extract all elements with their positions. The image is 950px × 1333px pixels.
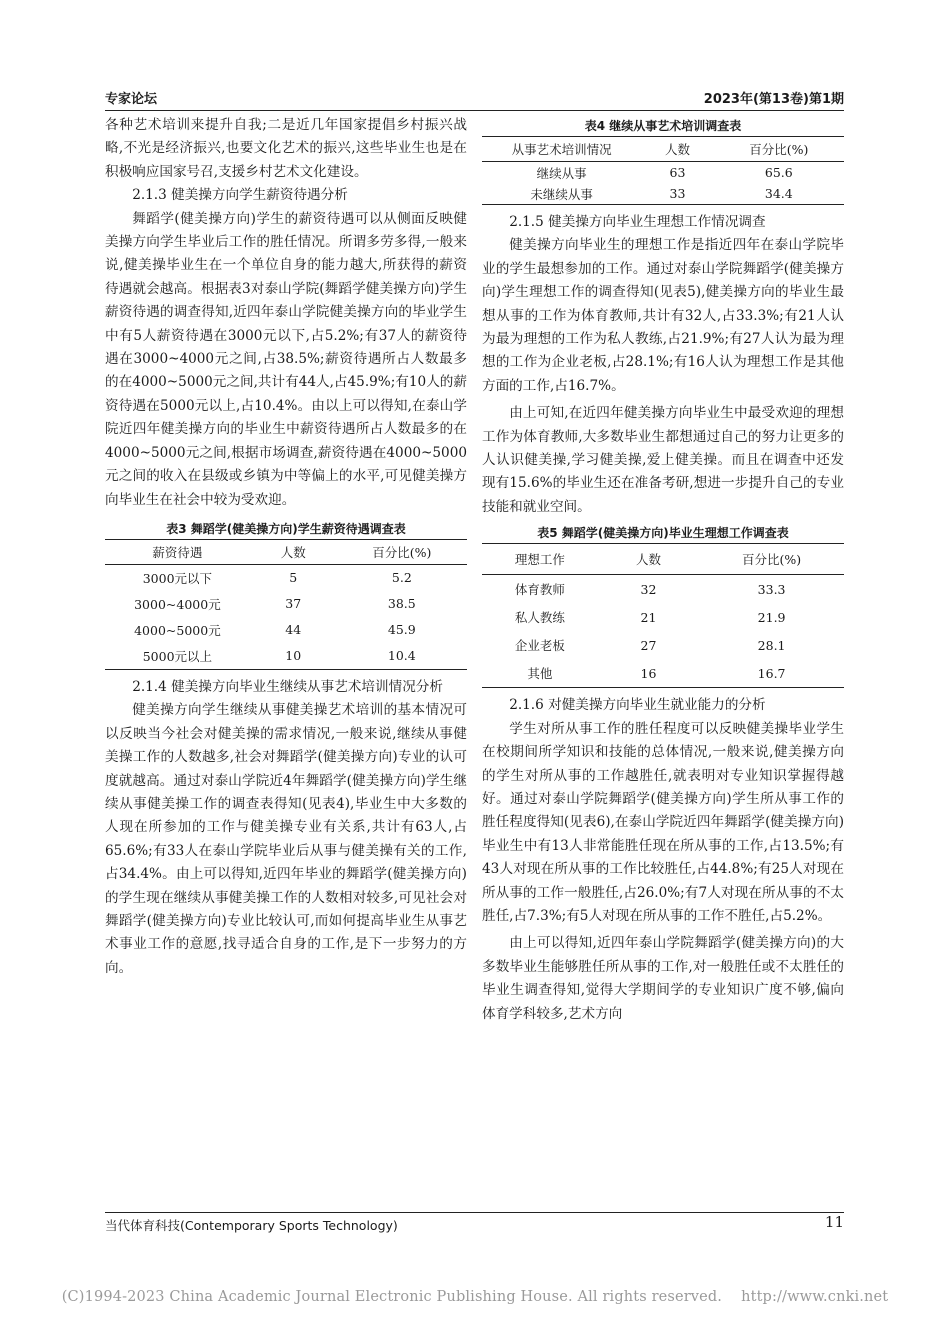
table-cell: 继续从事 bbox=[536, 165, 587, 181]
section-heading-2-1-5: 2.1.5 健美操方向毕业生理想工作情况调查 bbox=[509, 214, 766, 230]
table-row bbox=[482, 659, 844, 688]
table-header: 人数 bbox=[641, 137, 713, 162]
table-header: 百分比(%) bbox=[714, 137, 844, 162]
paragraph: 健美操方向毕业生的理想工作是指近四年在泰山学院毕业的学生最想参加的工作。通过对泰山学院舞蹈学(健美操方向)学生理想工作的调查得知(见表5),健美操方向的毕业生最想从事的工作为体育教师,共计有32人,占33.3%;有21人认为最为理想的工作为私人教练,占21.9%;有27人认为最为理想的工作为企业老板,占28.1%;有16人认为理想工作是其他方面的工作,占16.7%。 bbox=[482, 237, 844, 394]
table-cell: 其他 bbox=[527, 666, 553, 682]
table-header: 百分比(%) bbox=[337, 539, 467, 564]
table-row bbox=[105, 591, 467, 617]
table-cell: 企业老板 bbox=[514, 638, 565, 654]
table-cell: 28.1 bbox=[757, 637, 786, 653]
section-heading-2-1-4: 2.1.4 健美操方向毕业生继续从事艺术培训情况分析 bbox=[132, 678, 443, 695]
page-number: 11 bbox=[824, 1213, 844, 1231]
table-cell: 16 bbox=[640, 665, 657, 681]
table-cell: 37 bbox=[285, 596, 302, 612]
footer-journal-name: 当代体育科技(Contemporary Sports Technology) bbox=[105, 1218, 398, 1233]
table-cell: 私人教练 bbox=[514, 610, 565, 626]
table-cell: 32 bbox=[640, 581, 657, 597]
footer-rule bbox=[105, 1212, 844, 1213]
running-header-section: 专家论坛 bbox=[105, 92, 158, 107]
table-cell: 38.5 bbox=[387, 596, 416, 612]
table-cell: 16.7 bbox=[757, 665, 786, 681]
right-column bbox=[482, 114, 844, 1026]
table-header: 人数 bbox=[598, 544, 699, 575]
paragraph: 健美操方向学生继续从事健美操艺术培训的基本情况可以反映当今社会对健美操的需求情况,一般来说,继续从事健美操工作的人数越多,社会对舞蹈学(健美操方向)专业的认可度就越高。通过对泰山学院近4年舞蹈学(健美操方向)学生继续从事健美操工作的调查表得知(见表4),毕业生中大多数的人现在所参加的工作与健美操专业有关系,共计有63人,占65.6%;有33人在泰山学院毕业后从事与健美操有关的工作,占34.4%。由上可以得知,近四年毕业的舞蹈学(健美操方向)的学生现在继续从事健美操工作的人数相对较多,可见社会对舞蹈学(健美操方向)专业比较认可,而如何提高毕业生从事艺术事业工作的意愿,找寻适合自身的工作,是下一步努力的方向。 bbox=[105, 702, 467, 976]
section-heading-2-1-6: 2.1.6 对健美操方向毕业生就业能力的分析 bbox=[509, 697, 766, 714]
paragraph: 由上可知,在近四年健美操方向毕业生中最受欢迎的理想工作为体育教师,大多数毕业生都想通过自己的努力让更多的人认识健美操,学习健美操,爱上健美操。而且在调查中还发现有15.6%的毕业生还在准备考研,想进一步提升自己的专业技能和就业空间。 bbox=[482, 405, 844, 515]
paragraph: 舞蹈学(健美操方向)学生的薪资待遇可以从侧面反映健美操方向学生毕业后工作的胜任情况。所谓多劳多得,一般来说,健美操毕业生在一个单位自身的能力越大,所获得的薪资待遇就会越高。根据表3对泰山学院(舞蹈学健美操方向)学生薪资待遇的调查得知,近四年泰山学院健美操方向的毕业学生中有5人薪资待遇在3000元以下,占5.2%;有37人的薪资待遇在3000~4000元之间,占38.5%;薪资待遇所占人数最多的在4000~5000元之间,共计有44人,占45.9%;有10人的薪资待遇在5000元以上,占10.4%。由以上可以得知,在泰山学院近四年健美操方向的毕业生中薪资待遇所占人数最多的在4000~5000元之间,根据市场调查,薪资待遇在4000~5000元之间的收入在县级或乡镇为中等偏上的水平,可见健美操方向毕业生在社会中较为受欢迎。 bbox=[105, 210, 467, 508]
table-row bbox=[105, 564, 467, 591]
table-row bbox=[482, 575, 844, 604]
paragraph: 由上可以得知,近四年泰山学院舞蹈学(健美操方向)的大多数毕业生能够胜任所从事的工作,对一般胜任或不太胜任的毕业生调查得知,觉得大学期间学的专业知识广度不够,偏向体育学科较多,艺术方向 bbox=[482, 935, 844, 1022]
table-cell: 65.6 bbox=[764, 165, 793, 180]
section-heading-2-1-3: 2.1.3 健美操方向学生薪资待遇分析 bbox=[132, 187, 348, 204]
table-header: 理想工作 bbox=[482, 544, 598, 575]
table-header: 百分比(%) bbox=[699, 544, 844, 575]
running-header-issue: 2023年(第13卷)第1期 bbox=[703, 92, 844, 107]
table-row bbox=[105, 617, 467, 643]
paragraph: 学生对所从事工作的胜任程度可以反映健美操毕业学生在校期间所学知识和技能的总体情况,一般来说,健美操方向的学生对所从事的工作越胜任,就表明对专业知识掌握得越好。通过对泰山学院舞蹈学(健美操方向)学生所从事工作的胜任程度得知(见表6),在泰山学院近四年舞蹈学(健美操方向)毕业生中有13人非常能胜任现在所从事的工作,占13.5%;有43人对现在所从事的工作比较胜任,占44.8%;有25人对现在所从事的工作一般胜任,占26.0%;有7人对现在所从事的不太胜任,占7.3%;有5人对现在所从事的工作不胜任,占5.2%。 bbox=[482, 720, 844, 924]
table-cell: 3000元以下 bbox=[142, 570, 213, 586]
table-cell: 体育教师 bbox=[514, 582, 565, 598]
table-row bbox=[482, 183, 844, 205]
table-header: 从事艺术培训情况 bbox=[482, 137, 641, 162]
table-cell: 5.2 bbox=[391, 570, 412, 586]
table-3-caption: 表3 舞蹈学(健美操方向)学生薪资待遇调查表 bbox=[166, 521, 406, 536]
table-cell: 45.9 bbox=[387, 622, 416, 638]
table-cell: 3000~4000元 bbox=[134, 596, 221, 612]
header-rule bbox=[105, 110, 844, 111]
table-cell: 34.4 bbox=[764, 186, 793, 201]
table-row bbox=[482, 603, 844, 631]
table-row bbox=[482, 162, 844, 184]
table-4-caption: 表4 继续从事艺术培训调查表 bbox=[584, 119, 742, 133]
table-cell: 21.9 bbox=[757, 609, 786, 625]
table-cell: 27 bbox=[640, 637, 657, 653]
copyright-notice: (C)1994-2023 China Academic Journal Electronic Publishing House. All rights reserved. http://www.cnki.net bbox=[61, 1289, 889, 1305]
table-cell: 5000元以上 bbox=[142, 648, 213, 664]
table-header: 人数 bbox=[250, 539, 337, 564]
table-cell: 33 bbox=[669, 186, 686, 201]
left-column bbox=[105, 114, 467, 980]
table-cell: 10 bbox=[285, 648, 302, 664]
paragraph: 各种艺术培训来提升自我;二是近几年国家提倡乡村振兴战略,不光是经济振兴,也要文化艺术的振兴,这些毕业生也是在积极响应国家号召,支援乡村艺术文化建设。 bbox=[105, 117, 467, 180]
table-5 bbox=[482, 543, 844, 688]
table-cell: 21 bbox=[640, 609, 657, 625]
table-cell: 5 bbox=[289, 570, 298, 586]
table-cell: 63 bbox=[669, 165, 686, 180]
table-cell: 33.3 bbox=[757, 581, 786, 597]
table-row bbox=[105, 643, 467, 670]
table-header: 薪资待遇 bbox=[105, 539, 250, 564]
table-3 bbox=[105, 539, 467, 670]
table-cell: 44 bbox=[285, 622, 302, 638]
table-cell: 未继续从事 bbox=[530, 186, 593, 202]
table-4 bbox=[482, 136, 844, 205]
table-cell: 10.4 bbox=[387, 648, 416, 664]
table-5-caption: 表5 舞蹈学(健美操方向)毕业生理想工作调查表 bbox=[537, 526, 789, 541]
table-row bbox=[482, 631, 844, 659]
table-cell: 4000~5000元 bbox=[134, 622, 221, 638]
